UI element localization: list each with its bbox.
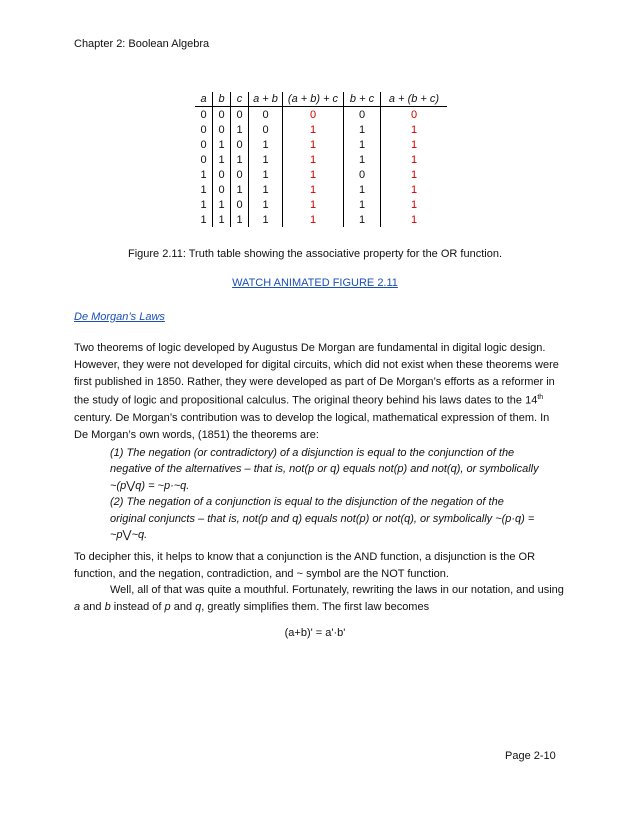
truth-table-cell: 1 <box>249 137 283 152</box>
truth-table-cell: 1 <box>231 182 249 197</box>
column-header: b <box>213 92 231 107</box>
truth-table-cell: 1 <box>381 152 448 167</box>
column-header: b + c <box>344 92 381 107</box>
truth-table-cell: 1 <box>381 197 448 212</box>
truth-table-cell: 1 <box>283 212 344 227</box>
truth-table-cell: 1 <box>200 198 207 211</box>
first-law-quote: (1) The negation (or contradictory) of a disjunction is equal to the conjunction of the negative of the alternatives – that is, not(p or q) equals not(p) and not(q), or symbolically ~(p⋁q) = ~p·~q. <box>110 447 539 492</box>
truth-table-cell: 1 <box>344 212 381 227</box>
truth-table-cell: 0 <box>231 137 249 152</box>
simplify-text: , greatly simplifies them. The first law becomes <box>201 600 430 613</box>
simplify-text: and <box>170 600 196 613</box>
truth-table-cell: 1 <box>344 122 381 137</box>
truth-table-row <box>195 197 447 212</box>
figure-caption: Figure 2.11: Truth table showing the associative property for the OR function. <box>128 248 502 260</box>
truth-table-cell: 1 <box>381 167 448 182</box>
truth-table-cell: 1 <box>344 152 381 167</box>
truth-table-cell: 1 <box>231 152 249 167</box>
truth-table-cell: 0 <box>213 107 231 123</box>
simplify-text: Well, all of that was quite a mouthful. Fortunately, rewriting the laws in our notation, and using <box>110 584 564 596</box>
variable-q: q <box>195 600 202 613</box>
column-header: a + b <box>249 92 283 107</box>
truth-table-row <box>195 182 447 197</box>
truth-table-cell: 1 <box>381 137 448 152</box>
truth-table-cell: 1 <box>200 183 207 196</box>
decipher-paragraph: To decipher this, it helps to know that a conjunction is the AND function, a disjunction is the OR function, and the negation, contradiction, and ~ symbol are the NOT function. <box>74 551 536 580</box>
truth-table-cell: 0 <box>213 182 231 197</box>
truth-table-cell: 0 <box>200 153 207 166</box>
truth-table-cell: 1 <box>200 168 207 181</box>
truth-table-cell: 0 <box>344 167 381 182</box>
intro-paragraph <box>74 340 564 443</box>
truth-table-row <box>195 167 447 182</box>
truth-table-header-row <box>195 92 447 107</box>
intro-text-1: Two theorems of logic developed by Augustus De Morgan are fundamental in digital logic design. However, they were not developed for digital circuits, which did not exist when these theorems were first published in 1850. Rather, they were developed as part of De Morgan’s efforts as a reformer in the study of logic and propositional calculus. The original theory behind his laws dates to the 14 <box>74 342 559 408</box>
truth-table <box>195 92 447 227</box>
truth-table-cell: 0 <box>213 122 231 137</box>
truth-table-cell: 1 <box>283 137 344 152</box>
truth-table-cell: 0 <box>231 167 249 182</box>
truth-table-cell: 1 <box>381 212 448 227</box>
truth-table-cell: 0 <box>200 108 207 121</box>
simplify-text: and <box>80 600 105 613</box>
truth-table-cell: 1 <box>344 197 381 212</box>
truth-table-cell: 1 <box>283 182 344 197</box>
truth-table-cell: 0 <box>231 197 249 212</box>
truth-table-cell: 1 <box>249 212 283 227</box>
page-number: Page 2-10 <box>505 750 556 762</box>
truth-table-cell: 1 <box>283 167 344 182</box>
variable-b: b <box>104 600 111 613</box>
section-title-link[interactable]: De Morgan’s Laws <box>74 311 165 323</box>
de-morgan-quote <box>110 445 540 543</box>
intro-text-2: century. De Morgan’s contribution was to develop the logical, mathematical expression of them. In De Morgan’s own words, (1851) the theorems are: <box>74 411 550 441</box>
truth-table-cell: 1 <box>213 152 231 167</box>
truth-table-cell: 1 <box>213 137 231 152</box>
variable-a: a <box>74 600 81 613</box>
truth-table-cell: 0 <box>213 167 231 182</box>
column-header: a + (b + c) <box>381 92 448 107</box>
truth-table-cell: 1 <box>249 152 283 167</box>
column-header: c <box>231 92 249 107</box>
truth-table-cell: 1 <box>231 122 249 137</box>
truth-table-row <box>195 122 447 137</box>
truth-table-cell: 1 <box>213 212 231 227</box>
truth-table-row <box>195 137 447 152</box>
truth-table-cell: 1 <box>249 182 283 197</box>
truth-table-cell: 1 <box>283 152 344 167</box>
column-header: a <box>195 92 213 107</box>
column-header: (a + b) + c <box>283 92 344 107</box>
truth-table-cell: 1 <box>283 122 344 137</box>
second-law-quote: (2) The negation of a conjunction is equal to the disjunction of the negation of the original conjuncts – that is, not(p and q) equals not(p) or not(q), or symbolically ~(p·q) = ~p⋁~q. <box>110 496 535 542</box>
truth-table-cell: 0 <box>200 123 207 136</box>
truth-table-cell: 1 <box>381 182 448 197</box>
truth-table-cell: 0 <box>283 107 344 123</box>
truth-table-cell: 0 <box>200 138 207 151</box>
truth-table-row <box>195 152 447 167</box>
truth-table-body <box>195 107 447 228</box>
truth-table-cell: 1 <box>283 197 344 212</box>
first-law-formula: (a+b)' = a'·b' <box>284 627 346 639</box>
truth-table-cell: 0 <box>381 107 448 123</box>
truth-table-cell: 0 <box>249 122 283 137</box>
superscript: th <box>537 394 544 402</box>
truth-table-cell: 1 <box>344 182 381 197</box>
truth-table-cell: 1 <box>344 137 381 152</box>
truth-table-cell: 1 <box>231 212 249 227</box>
truth-table-cell: 1 <box>249 197 283 212</box>
variable-p: p <box>164 600 171 613</box>
truth-table-row <box>195 107 447 123</box>
truth-table-cell: 1 <box>213 197 231 212</box>
truth-table-cell: 1 <box>249 167 283 182</box>
truth-table-cell: 0 <box>231 107 249 123</box>
truth-table-cell: 0 <box>249 107 283 123</box>
simplify-paragraph <box>74 582 564 616</box>
truth-table-cell: 0 <box>344 107 381 123</box>
watch-animated-figure-link[interactable]: WATCH ANIMATED FIGURE 2.11 <box>232 277 398 289</box>
simplify-text: instead of <box>110 600 165 613</box>
truth-table-cell: 1 <box>381 122 448 137</box>
truth-table-cell: 1 <box>200 213 207 226</box>
page-header: Chapter 2: Boolean Algebra <box>74 38 210 50</box>
truth-table-row <box>195 212 447 227</box>
